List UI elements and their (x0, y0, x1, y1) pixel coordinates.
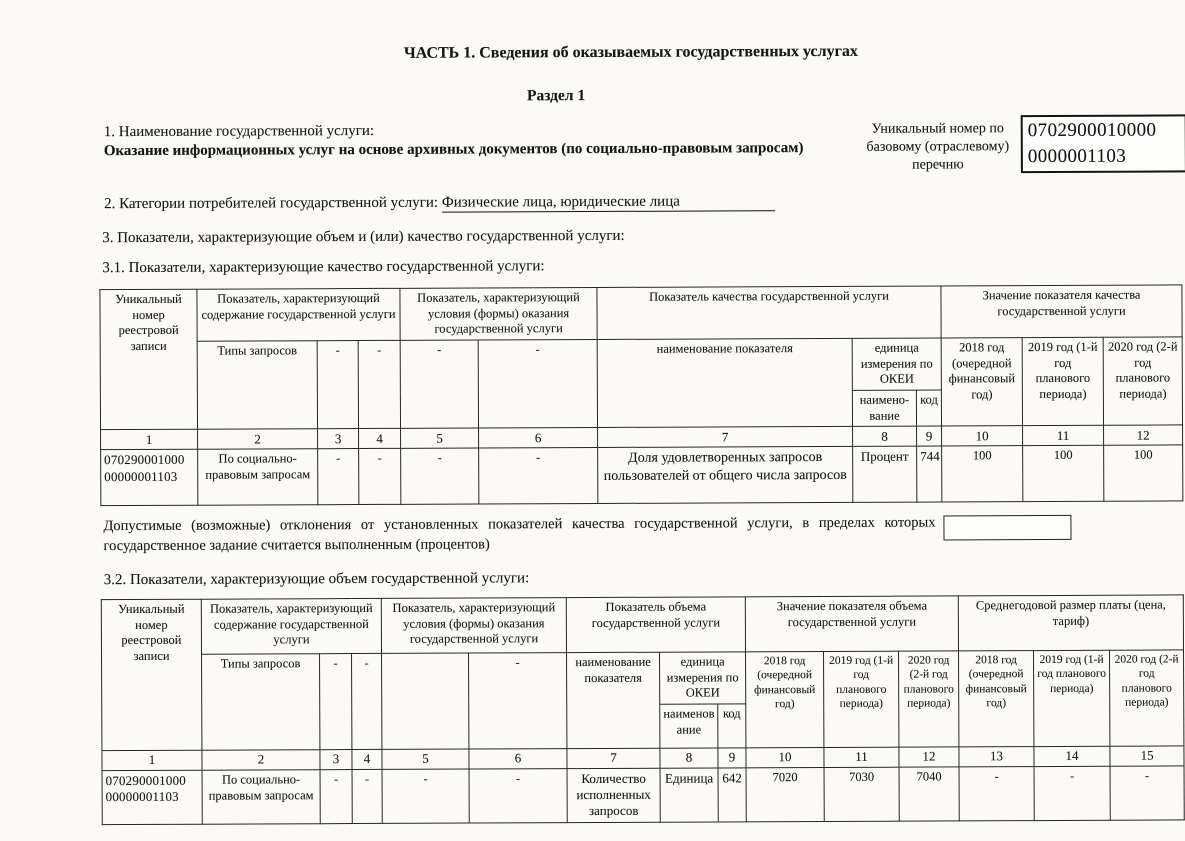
col-number-cell: 15 (1110, 746, 1184, 766)
unit-name-cell: Процент (853, 446, 917, 502)
col-number-cell: 10 (746, 747, 824, 767)
dash-header-3: - (317, 341, 358, 429)
unit-code-header: код (916, 390, 941, 426)
dash-cell: - (469, 768, 567, 822)
quality-group-header: Показатель качества государственной услуги (597, 286, 941, 340)
col-number-cell: 3 (318, 429, 359, 449)
col-number-cell: 9 (917, 426, 942, 446)
registry-number-line1: 070290001000 (105, 772, 187, 789)
content-group-header: Показатель, характеризующий содержание государственной услуги (201, 598, 381, 654)
tolerance-value-box (943, 515, 1071, 541)
quality-indicator-cell: Доля удовлетворенных запросов пользователей от общего числа запросов (598, 447, 853, 504)
col-number-cell: 14 (1034, 746, 1110, 766)
payment-2019-cell: - (1034, 766, 1110, 820)
dash-header-4: - (352, 653, 382, 749)
unit-name-header: наименов ание (660, 704, 718, 748)
unique-number-box (1021, 114, 1185, 173)
request-type-cell: По социально-правовым запросам (198, 449, 318, 506)
dash-cell: - (359, 449, 401, 505)
conditions-group-header: Показатель, характеризующий условия (формы) оказания государственной услуги (381, 598, 566, 654)
col-number-cell: 5 (382, 749, 469, 769)
consumer-categories-line (104, 193, 894, 213)
pay-2019-header: 2019 год (1-й год планового периода) (1034, 650, 1110, 746)
service-name-value: Оказание информационных услуг на основе архивных документов (по социально-правовым запросам) (103, 140, 804, 160)
quality-heading: 3.1. Показатели, характеризующие качество государственной услуги: (102, 258, 545, 277)
year-2020-header: 2020 год (2-й год планового периода) (899, 651, 959, 747)
value-2020-cell: 7040 (899, 767, 959, 821)
year-2019-header: 2019 год (1-й год планового периода) (824, 651, 899, 747)
year-2019-header: 2019 год (1-й год планового периода) (1022, 337, 1103, 426)
payment-2018-cell: - (959, 766, 1034, 820)
unique-number-line2: 0000001103 (1027, 145, 1127, 167)
col-number-cell: 11 (824, 747, 899, 767)
col-number-cell: 13 (959, 746, 1034, 766)
dash-cell: - (352, 769, 382, 823)
col-number-cell: 8 (853, 426, 917, 446)
unique-number-line1: 0702900010000 (1027, 119, 1157, 142)
year-2018-header: 2018 год (очередной финансовый год) (746, 651, 824, 747)
unit-code-header: код (718, 704, 746, 748)
year-2018-header: 2018 год (очередной финансовый год) (941, 338, 1022, 427)
year-2020-header: 2020 год (2-й год планового периода) (1103, 337, 1182, 426)
payment-group-header: Среднегодовой размер платы (цена, тариф) (958, 595, 1183, 651)
col-number-cell: 2 (198, 429, 318, 450)
unit-header: единица измерения по ОКЕИ (852, 338, 941, 390)
value-2018-cell: 7020 (746, 767, 824, 821)
col-number-cell: 7 (598, 427, 853, 448)
value-2020-cell: 100 (1104, 445, 1183, 501)
unit-name-header: наимено-вание (852, 390, 916, 427)
dash-header-6: - (469, 653, 567, 749)
dash-cell: - (479, 448, 598, 505)
col-number-cell: 4 (359, 429, 401, 449)
registry-header: Уникальный номер реестровой записи (100, 289, 198, 430)
value-2019-cell: 100 (1023, 446, 1104, 502)
unit-code-cell: 642 (718, 768, 746, 822)
col-number-cell: 12 (899, 747, 959, 767)
registry-number-line2: 00000001103 (104, 468, 178, 484)
payment-2020-cell: - (1110, 766, 1184, 820)
conditions-group-header: Показатель, характеризующий условия (формы) оказания государственной услуги (400, 287, 597, 340)
value-2018-cell: 100 (942, 446, 1023, 502)
request-type-cell: По социально-правовым запросам (202, 770, 320, 825)
service-name-label: 1. Наименование государственной услуги: (103, 122, 375, 141)
col-number-cell: 8 (660, 748, 718, 768)
registry-number-line2: 00000001103 (105, 788, 179, 805)
service-name-block (104, 120, 879, 162)
indicator-name-header: наименование показателя (597, 338, 852, 427)
unit-code-cell: 744 (917, 446, 942, 502)
indicators-heading: 3. Показатели, характеризующие объем и (или) качество государственной услуги: (102, 227, 625, 247)
tolerance-note: Допустимые (возможные) отклонения от установленных показателей качества государственной услуги, в пределах которых государственное задание считается выполненным (процентов) (103, 514, 936, 554)
col-number-cell: 11 (1023, 426, 1104, 446)
col-number-cell: 2 (202, 750, 320, 771)
col-number-cell: 1 (101, 429, 198, 449)
indicator-name-header: наименование показателя (567, 652, 660, 748)
unit-name-cell: Единица (660, 768, 718, 822)
registry-number-cell (102, 770, 202, 824)
col-number-cell: 5 (401, 428, 479, 448)
volume-table (101, 594, 1185, 825)
dash-cell: - (320, 769, 352, 823)
request-types-header: Типы запросов (202, 654, 320, 750)
tolerance-note-block (103, 512, 1183, 556)
unit-header: единица измерения по ОКЕИ (660, 652, 746, 704)
volume-heading: 3.2. Показатели, характеризующие объем государственной услуги: (103, 570, 530, 589)
request-types-header: Типы запросов (197, 341, 317, 430)
consumer-categories-label: 2. Категории потребителей государственной услуги: (104, 194, 439, 213)
dash-header-6: - (478, 339, 597, 428)
col-number-cell: 9 (718, 748, 746, 768)
registry-number-line1: 070290001000 (104, 452, 185, 468)
part-title: ЧАСТЬ 1. Сведения об оказываемых государственных услугах (403, 42, 858, 62)
volume-value-group-header: Значение показателя объема государственной услуги (745, 596, 958, 652)
col-number-cell: 12 (1104, 425, 1183, 445)
dash-header-5: - (400, 340, 478, 429)
unique-number-label: Уникальный номер по базовому (отраслевому) перечню (866, 121, 1010, 173)
dash-header-3: - (320, 654, 352, 750)
col-number-cell: 3 (320, 749, 352, 769)
col-number-cell: 6 (479, 428, 598, 449)
dash-header-4: - (358, 340, 400, 428)
col-number-cell: 4 (352, 749, 382, 769)
dash-cell: - (382, 769, 469, 823)
registry-header: Уникальный номер реестровой записи (101, 599, 202, 750)
dash-cell: - (318, 449, 359, 505)
registry-number-cell (101, 449, 198, 505)
pay-2020-header: 2020 год (2-й год планового периода) (1110, 650, 1184, 746)
col-number-cell: 6 (469, 748, 567, 768)
dash-cell: - (401, 448, 479, 504)
quality-value-group-header: Значение показателя качества государственной услуги (941, 285, 1182, 338)
section-title: Раздел 1 (526, 87, 586, 105)
consumer-categories-value: Физические лица, юридические лица (442, 193, 775, 212)
col-number-cell: 7 (567, 748, 660, 768)
pay-2018-header: 2018 год (очередной финансовый год) (959, 651, 1034, 747)
col-number-cell: 1 (102, 750, 202, 770)
volume-group-header: Показатель объема государственной услуги (566, 597, 745, 653)
volume-indicator-cell: Количество исполненных запросов (567, 768, 660, 822)
value-2019-cell: 7030 (824, 767, 899, 821)
quality-table (99, 284, 1183, 506)
col-number-cell: 10 (942, 426, 1023, 446)
content-group-header: Показатель, характеризующий содержание государственной услуги (197, 288, 400, 341)
blank-header-5 (382, 653, 469, 749)
